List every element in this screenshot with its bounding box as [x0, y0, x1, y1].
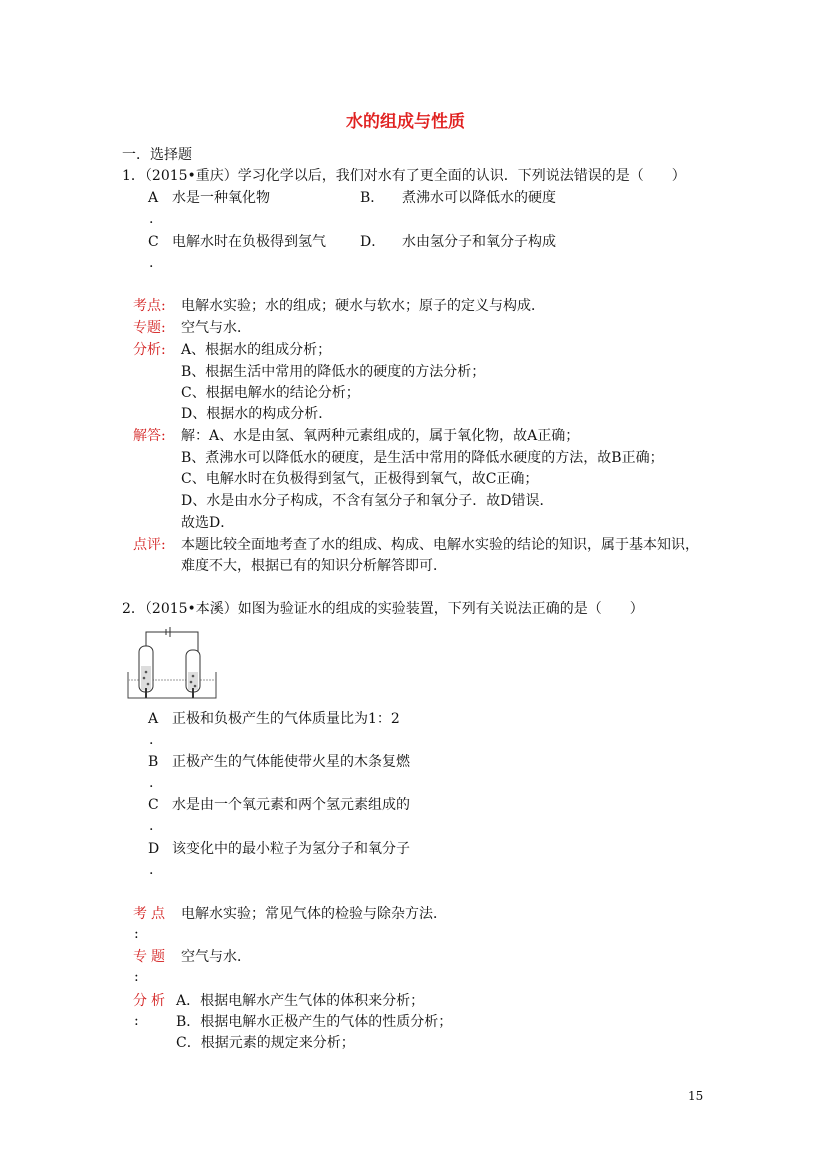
q1-zhuanti: 空气与水．	[181, 320, 251, 336]
q1-option-c-letter: C	[148, 234, 159, 250]
q1-fenxi-line: A、根据水的组成分析；	[181, 342, 332, 358]
q2-zhuanti-label: 专题	[133, 949, 169, 965]
q2-option-d-letter: D	[148, 841, 160, 857]
q1-kaodian-label: 考点:	[133, 298, 166, 314]
q2-fenxi-colon: :	[134, 1013, 139, 1029]
q1-fenxi-label: 分析:	[133, 342, 166, 358]
q1-option-c-text: 电解水时在负极得到氢气	[172, 234, 326, 250]
q2-option-c-text: 水是由一个氧元素和两个氢元素组成的	[172, 797, 410, 813]
q2-kaodian-colon: :	[134, 926, 139, 942]
q1-jieda-label: 解答:	[133, 428, 166, 444]
page-number: 15	[688, 1089, 704, 1103]
q1-option-b-text: 煮沸水可以降低水的硬度	[402, 190, 556, 206]
q1-option-a-text: 水是一种氧化物	[172, 190, 270, 206]
q2-option-a-dot: .	[149, 732, 154, 748]
q2-option-b-text: 正极产生的气体能使带火星的木条复燃	[172, 754, 410, 770]
q2-fenxi-line: B．根据电解水正极产生的气体的性质分析；	[176, 1014, 453, 1030]
q2-option-c-letter: C	[148, 797, 159, 813]
q1-fenxi-line: B、根据生活中常用的降低水的硬度的方法分析；	[181, 364, 486, 380]
q1-jieda-line: 解：A、水是由氢、氧两种元素组成的，属于氧化物，故A正确；	[181, 428, 580, 444]
q1-option-a-dot: .	[149, 211, 154, 227]
q1-option-d-letter: D．	[360, 234, 386, 250]
q1-jieda-line: B、煮沸水可以降低水的硬度，是生活中常用的降低水硬度的方法，故B正确；	[181, 450, 664, 466]
q2-zhuanti-colon: :	[134, 969, 139, 985]
q1-dianping-line: 难度不大，根据已有的知识分析解答即可．	[181, 558, 447, 574]
q2-fenxi-line: C．根据元素的规定来分析；	[176, 1035, 355, 1051]
electrolysis-apparatus-figure	[126, 626, 218, 700]
q1-dianping-line: 本题比较全面地考查了水的组成、构成、电解水实验的结论的知识，属于基本知识，	[181, 537, 699, 553]
q1-option-c-dot: .	[149, 255, 154, 271]
q1-jieda-line: 故选D．	[181, 515, 235, 531]
q2-kaodian: 电解水实验；常见气体的检验与除杂方法．	[181, 906, 447, 922]
q1-zhuanti-label: 专题:	[133, 320, 166, 336]
q2-option-d-text: 该变化中的最小粒子为氢分子和氧分子	[172, 841, 410, 857]
q2-kaodian-label: 考点	[133, 906, 169, 922]
q2-option-a-text: 正极和负极产生的气体质量比为1：2	[172, 711, 400, 727]
q2-fenxi-label: 分析	[133, 993, 169, 1009]
q1-jieda-line: D、水是由水分子构成，不含有氢分子和氧分子．故D错误．	[181, 493, 554, 509]
q1-option-d-text: 水由氢分子和氧分子构成	[402, 234, 556, 250]
q2-option-d-dot: .	[149, 862, 154, 878]
q2-option-a-letter: A	[148, 711, 159, 727]
q2-zhuanti: 空气与水．	[181, 949, 251, 965]
q1-stem: 1．（2015•重庆）学习化学以后，我们对水有了更全面的认识．下列说法错误的是（ ）	[122, 168, 686, 184]
q1-option-a-letter: A	[148, 190, 159, 206]
q2-option-c-dot: .	[149, 818, 154, 834]
q2-option-b-dot: .	[149, 775, 154, 791]
page-title: 水的组成与性质	[346, 112, 465, 132]
q1-dianping-label: 点评:	[133, 537, 166, 553]
q2-fenxi-line: A．根据电解水产生气体的体积来分析；	[176, 993, 425, 1009]
q2-stem: 2．（2015•本溪）如图为验证水的组成的实验装置，下列有关说法正确的是（ ）	[122, 601, 644, 617]
q1-option-b-letter: B．	[360, 190, 385, 206]
q2-option-b-letter: B	[148, 754, 159, 770]
q1-jieda-line: C、电解水时在负极得到氢气，正极得到氧气，故C正确；	[181, 471, 539, 487]
q1-fenxi-line: C、根据电解水的结论分析；	[181, 385, 360, 401]
q1-fenxi-line: D、根据水的构成分析．	[181, 406, 333, 422]
q1-kaodian: 电解水实验；水的组成；硬水与软水；原子的定义与构成．	[181, 298, 545, 314]
section-heading: 一．选择题	[122, 147, 192, 163]
